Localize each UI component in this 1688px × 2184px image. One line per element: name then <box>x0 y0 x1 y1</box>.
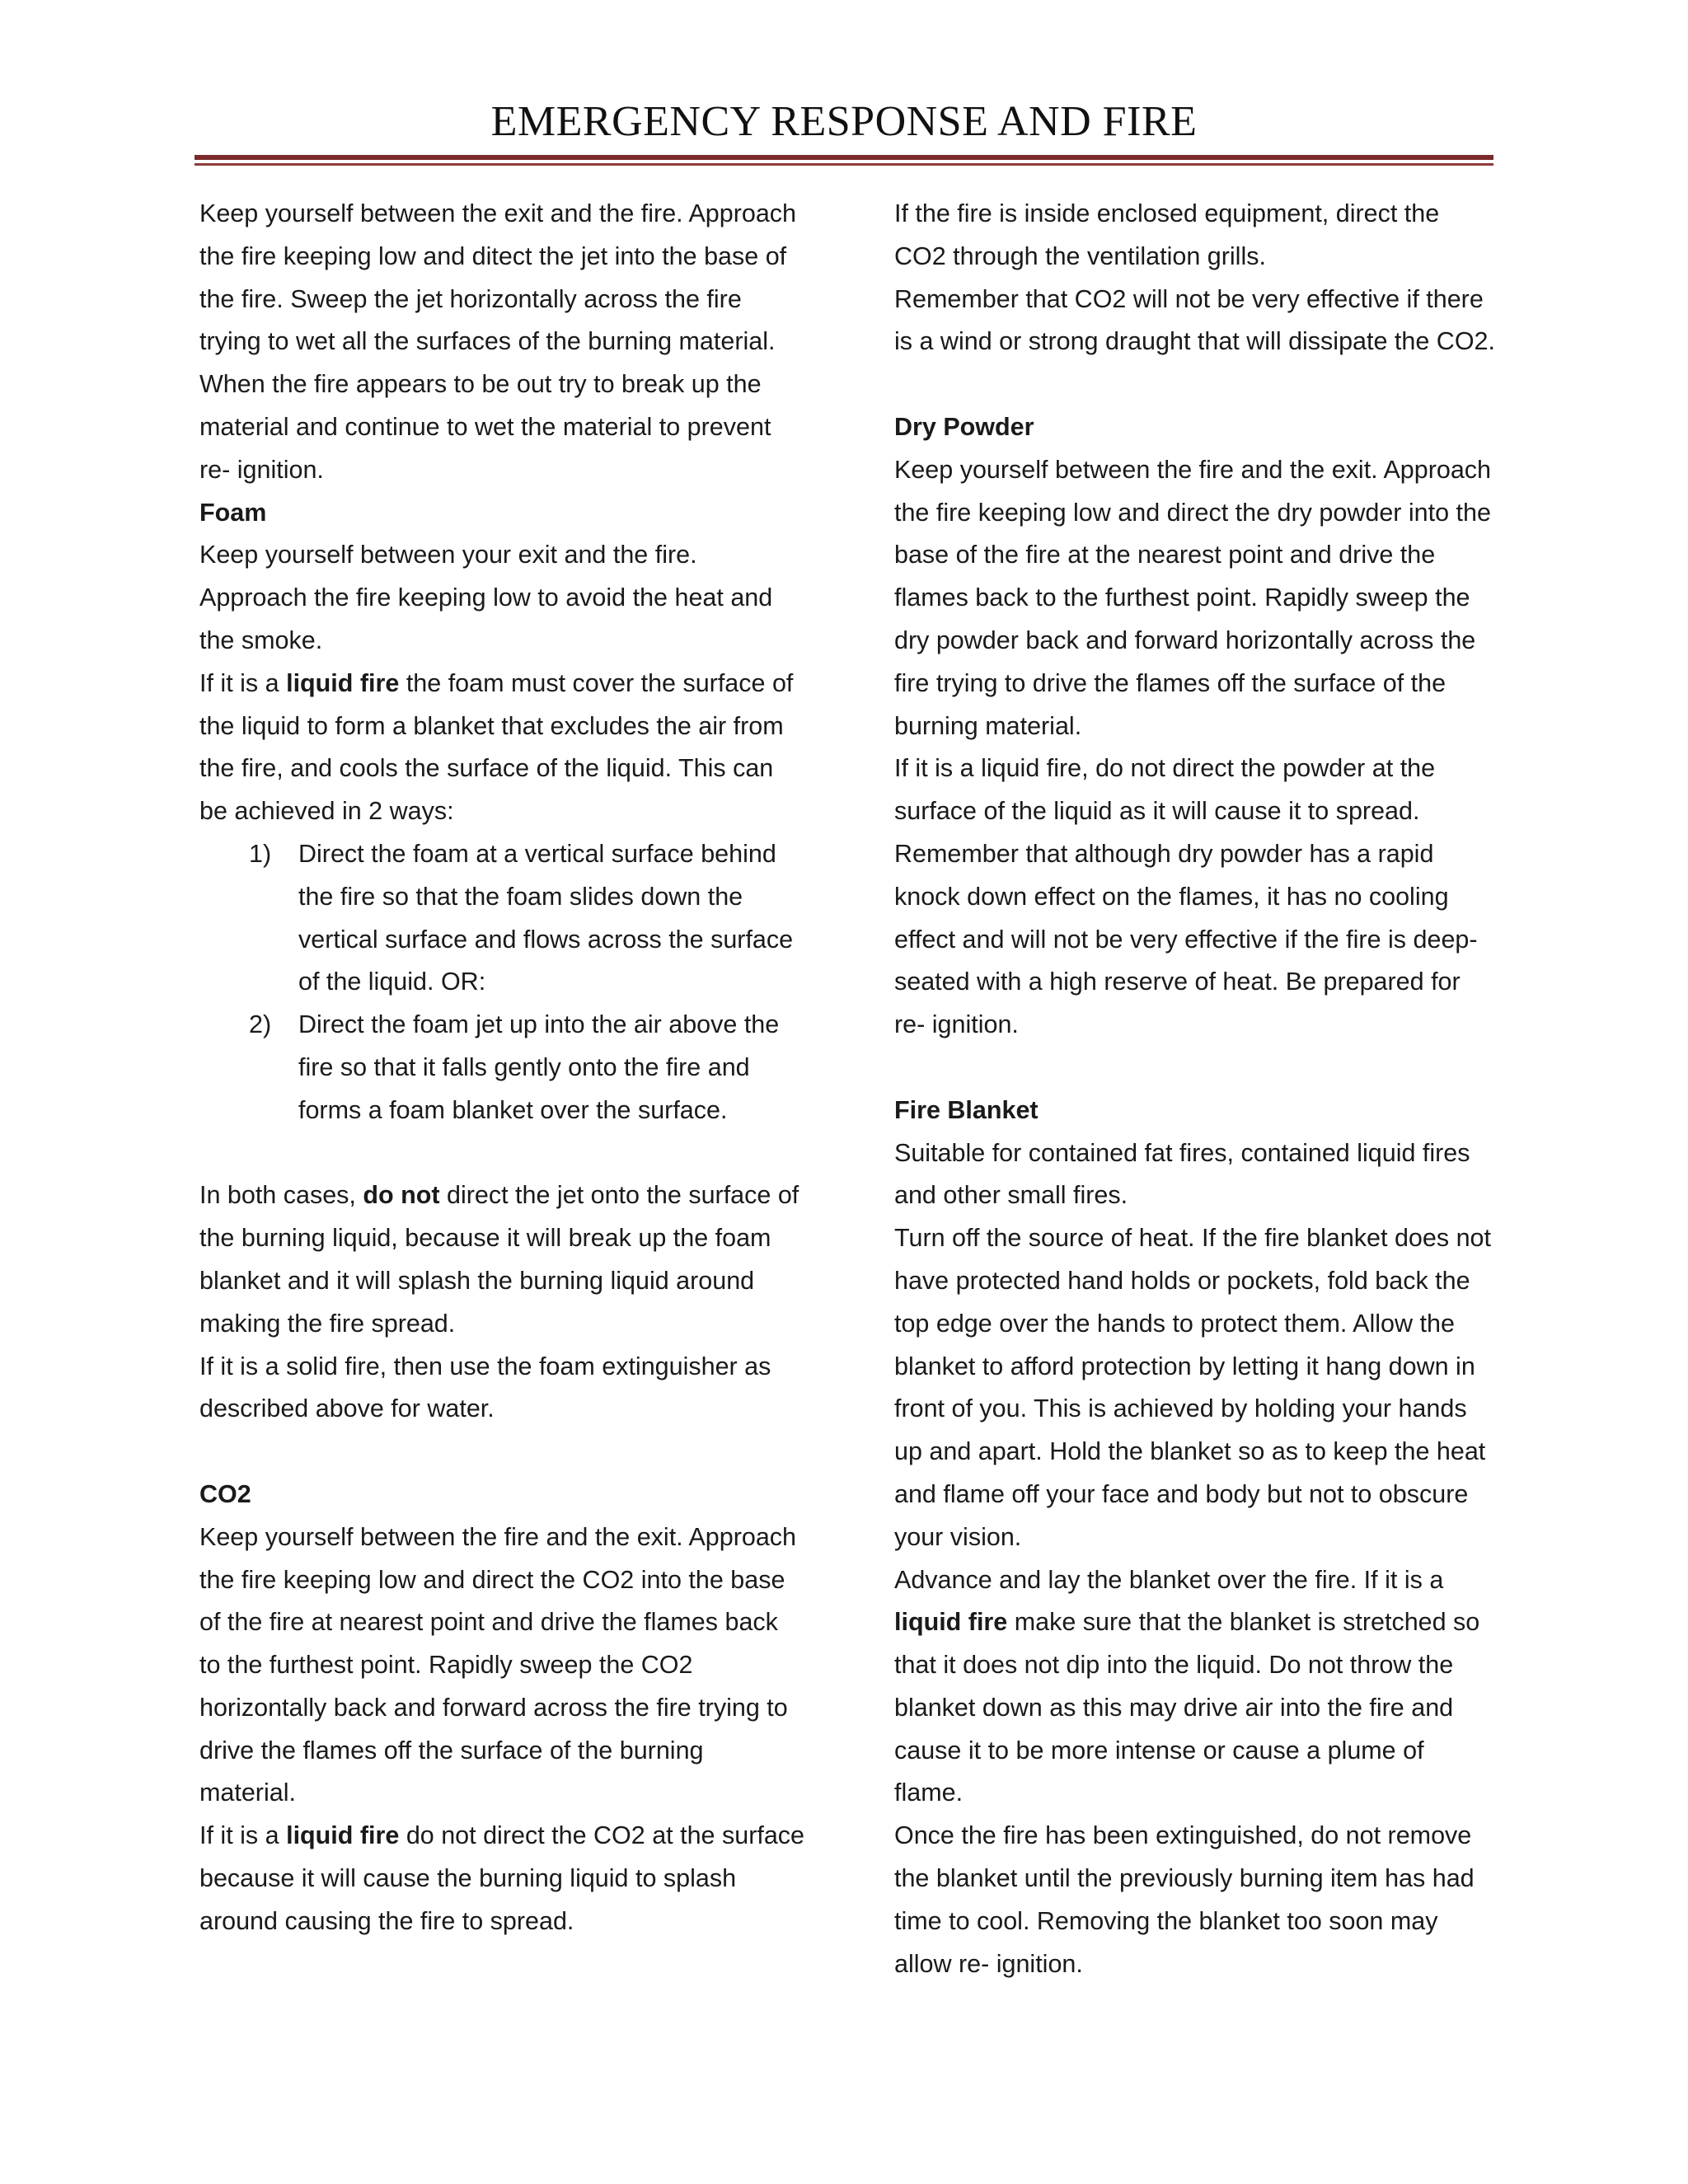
foam-step-text: Direct the foam jet up into the air above the fire so that it falls gently onto the fire and forms a foam blanket over the surface. <box>298 1010 780 1124</box>
blanket-p3-bold: liquid fire <box>894 1608 1008 1637</box>
left-column <box>199 193 805 1943</box>
dry-powder-paragraph-1: Keep yourself between the fire and the exit. Approach the fire keeping low and direct the dry powder into the base of the fire at the nearest point and drive the flames back to the furthest point. Rapidly sweep the dry powder back and forward horizontally across the fire trying to drive the flames off the surface of the burning material. <box>894 455 1492 740</box>
co2-p2-pre: If it is a <box>199 1821 287 1850</box>
foam-paragraph-4: If it is a solid fire, then use the foam extinguisher as described above for water. <box>199 1352 771 1423</box>
co2-paragraph-2 <box>199 1815 805 1943</box>
fire-blanket-paragraph-4: Once the fire has been extinguished, do not remove the blanket until the previously burning item has had time to cool. Removing the blanket too soon may allow re- ignition. <box>894 1821 1475 1978</box>
foam-paragraph-3 <box>199 1174 805 1345</box>
co2-paragraph-1: Keep yourself between the fire and the exit. Approach the fire keeping low and direct the CO2 into the base of the fire at nearest point and drive the flames back to the furthest point. Rapidly sweep the CO2 horizontally back and forward across the fire trying to drive the flames off the surface of the burning material. <box>199 1522 797 1807</box>
foam-step-item <box>199 833 805 1004</box>
fire-blanket-paragraph-3 <box>894 1559 1496 1816</box>
foam-steps-list <box>199 833 805 1132</box>
foam-p2-bold: liquid fire <box>286 668 400 697</box>
foam-p2-pre: If it is a <box>199 668 287 697</box>
spacer <box>199 1132 805 1175</box>
dry-powder-heading: Dry Powder <box>894 412 1034 441</box>
co2-p2-post: do not direct the CO2 at the surface because it will cause the burning liquid to splash around causing the fire to spread. <box>199 1821 805 1935</box>
fire-blanket-paragraph-2: Turn off the source of heat. If the fire blanket does not have protected hand holds or pockets, fold back the top edge over the hands to protect them. Allow the blanket to afford protection by letting it hang down in front of you. This is achieved by holding your hands up and apart. Hold the blanket so as to keep the heat and flame off your face and body but not to obscure your vision. <box>894 1224 1491 1551</box>
co2-p2-bold: liquid fire <box>286 1821 400 1850</box>
dry-powder-paragraph-2: If it is a liquid fire, do not direct the powder at the surface of the liquid as it will cause it to spread. <box>894 754 1436 826</box>
fire-blanket-heading: Fire Blanket <box>894 1095 1039 1124</box>
foam-p2-post: the foam must cover the surface of the liquid to form a blanket that excludes the air from the fire, and cools the surface of the liquid. This can be achieved in 2 ways: <box>199 668 794 826</box>
spacer <box>199 1431 805 1474</box>
co2-paragraph-4: Remember that CO2 will not be very effective if there is a wind or strong draught that will dissipate the CO2. <box>894 284 1495 356</box>
dry-powder-paragraph-3: Remember that although dry powder has a rapid knock down effect on the flames, it has no cooling effect and will not be very effective if the fire is deep-seated with a high reserve of heat. Be prepared for re- ignition. <box>894 839 1478 1039</box>
header-rule-thin <box>195 163 1493 166</box>
water-paragraph: Keep yourself between the exit and the fire. Approach the fire keeping low and ditect the jet into the base of the fire. Sweep the jet horizontally across the fire trying to wet all the surfaces of the burning material. When the fire appears to be out try to break up the material and continue to wet the material to prevent re- ignition. <box>199 199 797 484</box>
header-rule-thick <box>195 155 1493 160</box>
foam-p3-pre: In both cases, <box>199 1181 363 1210</box>
blanket-p3-post: make sure that the blanket is stretched so that it does not dip into the liquid. Do not throw the blanket down as this may drive air into the fire and cause it to be more intense or cause a plume of flame. <box>894 1608 1480 1807</box>
foam-step-item <box>199 1004 805 1132</box>
foam-heading: Foam <box>199 498 267 527</box>
spacer <box>894 363 1496 406</box>
co2-heading: CO2 <box>199 1479 251 1508</box>
fire-blanket-paragraph-1: Suitable for contained fat fires, contained liquid fires and other small fires. <box>894 1138 1470 1210</box>
page-title: EMERGENCY RESPONSE AND FIRE <box>490 98 1198 145</box>
foam-paragraph-2 <box>199 663 805 833</box>
foam-step-number: 1) <box>249 839 272 868</box>
co2-paragraph-3: If the fire is inside enclosed equipment, direct the CO2 through the ventilation grills. <box>894 199 1440 270</box>
foam-p3-bold: do not <box>363 1181 440 1210</box>
foam-step-number: 2) <box>249 1010 272 1039</box>
spacer <box>894 1047 1496 1090</box>
foam-step-text: Direct the foam at a vertical surface behind the fire so that the foam slides down the vertical surface and flows across the surface of the liquid. OR: <box>298 839 794 996</box>
foam-paragraph-1: Keep yourself between your exit and the fire. Approach the fire keeping low to avoid the heat and the smoke. <box>199 541 773 654</box>
foam-p3-post: direct the jet onto the surface of the burning liquid, because it will break up the foam blanket and it will splash the burning liquid around making the fire spread. <box>199 1181 799 1338</box>
right-column <box>894 193 1496 1985</box>
blanket-p3-pre: Advance and lay the blanket over the fire. If it is a <box>894 1565 1444 1594</box>
